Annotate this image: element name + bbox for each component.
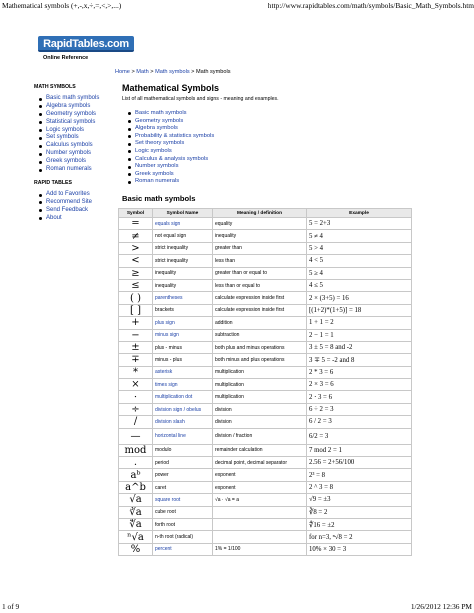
- table-row: [119, 279, 412, 291]
- symbol-name-cell[interactable]: asterisk: [153, 366, 213, 378]
- example-cell: 3 ± 5 = 8 and -2: [307, 341, 412, 353]
- example-cell: 6 ÷ 2 = 3: [307, 403, 412, 415]
- symbol-cell: ⁿ√a: [119, 531, 153, 543]
- breadcrumb-home[interactable]: Home: [115, 69, 130, 75]
- table-row: [119, 494, 412, 506]
- toc-item[interactable]: Logic symbols: [128, 148, 412, 156]
- header-symbol-name: Symbol Name: [153, 209, 213, 218]
- meaning-cell: both minus and plus operations: [213, 354, 307, 366]
- table-row: [119, 506, 412, 518]
- meaning-cell: greater than: [213, 242, 307, 254]
- sidebar-item[interactable]: Calculus symbols: [38, 142, 114, 150]
- example-cell: for n=3, ⁿ√8 = 2: [307, 531, 412, 543]
- example-cell: 3 ∓ 5 = -2 and 8: [307, 354, 412, 366]
- symbol-cell: ≠: [119, 230, 153, 242]
- meaning-cell: division: [213, 403, 307, 415]
- meaning-cell: exponent: [213, 481, 307, 493]
- table-row: [119, 403, 412, 415]
- meaning-cell: addition: [213, 317, 307, 329]
- symbol-cell: .: [119, 457, 153, 469]
- symbol-name-cell: period: [153, 457, 213, 469]
- example-cell: 6/2 = 3: [307, 428, 412, 444]
- table-row: [119, 329, 412, 341]
- toc-item[interactable]: Geometry symbols: [128, 118, 412, 126]
- table-row: [119, 416, 412, 428]
- sidebar-item[interactable]: Recommend Site: [38, 199, 114, 207]
- table-row: [119, 391, 412, 403]
- toc-item[interactable]: Basic math symbols: [128, 110, 412, 118]
- header-symbol: Symbol: [119, 209, 153, 218]
- table-row: [119, 341, 412, 353]
- symbol-name-cell[interactable]: equals sign: [153, 218, 213, 230]
- symbol-cell: ≤: [119, 279, 153, 291]
- symbol-name-cell[interactable]: parentheses: [153, 292, 213, 304]
- toc-item[interactable]: Number symbols: [128, 163, 412, 171]
- symbol-name-cell: caret: [153, 481, 213, 493]
- section-title: Basic math symbols: [122, 193, 196, 203]
- sidebar: [34, 84, 114, 228]
- example-cell: 2.56 = 2+56/100: [307, 457, 412, 469]
- header-example: Example: [307, 209, 412, 218]
- symbol-name-cell[interactable]: square root: [153, 494, 213, 506]
- symbol-name-cell[interactable]: percent: [153, 543, 213, 555]
- symbol-name-cell: n-th root (radical): [153, 531, 213, 543]
- meaning-cell: exponent: [213, 469, 307, 481]
- table-row: [119, 444, 412, 456]
- table-row: [119, 481, 412, 493]
- symbol-cell: [ ]: [119, 304, 153, 316]
- symbol-name-cell: cube root: [153, 506, 213, 518]
- symbol-name-cell: modulo: [153, 444, 213, 456]
- breadcrumb-math[interactable]: Math: [136, 69, 149, 75]
- toc-item[interactable]: Set theory symbols: [128, 140, 412, 148]
- sidebar-item[interactable]: Set symbols: [38, 134, 114, 142]
- sidebar-item[interactable]: Geometry symbols: [38, 111, 114, 119]
- meaning-cell: multiplication: [213, 366, 307, 378]
- meaning-cell: less than or equal to: [213, 279, 307, 291]
- table-row: [119, 354, 412, 366]
- breadcrumb-current: Math symbols: [196, 69, 231, 75]
- meaning-cell: less than: [213, 255, 307, 267]
- symbol-cell: ∓: [119, 354, 153, 366]
- sidebar-item[interactable]: Logic symbols: [38, 127, 114, 135]
- site-logo-subtitle: Online Reference: [43, 55, 89, 61]
- breadcrumb: [115, 69, 231, 75]
- table-row: [119, 531, 412, 543]
- table-row: [119, 469, 412, 481]
- example-cell: 6 / 2 = 3: [307, 416, 412, 428]
- table-row: [119, 366, 412, 378]
- table-body: [119, 218, 412, 556]
- meaning-cell: equality: [213, 218, 307, 230]
- symbol-name-cell: not equal sign: [153, 230, 213, 242]
- table-row: [119, 267, 412, 279]
- table-row: [119, 230, 412, 242]
- toc-item[interactable]: Calculus & analysis symbols: [128, 156, 412, 164]
- symbol-cell: ±: [119, 341, 153, 353]
- sidebar-item[interactable]: Number symbols: [38, 150, 114, 158]
- example-cell: 5 ≥ 4: [307, 267, 412, 279]
- example-cell: 2 * 3 = 6: [307, 366, 412, 378]
- symbol-name-cell: forth root: [153, 518, 213, 530]
- table-row: [119, 255, 412, 267]
- symbols-table: [118, 208, 412, 556]
- toc-item[interactable]: Roman numerals: [128, 178, 412, 186]
- example-cell: 10% × 30 = 3: [307, 543, 412, 555]
- meaning-cell: calculate expression inside first: [213, 304, 307, 316]
- symbol-name-cell: power: [153, 469, 213, 481]
- symbol-cell: +: [119, 317, 153, 329]
- site-logo[interactable]: RapidTables.com: [38, 36, 134, 52]
- symbol-cell: ⋅: [119, 391, 153, 403]
- symbol-cell: mod: [119, 444, 153, 456]
- sidebar-math-list: [34, 95, 114, 174]
- sidebar-item[interactable]: Add to Favorites: [38, 191, 114, 199]
- symbol-cell: −: [119, 329, 153, 341]
- table-row: [119, 518, 412, 530]
- table-row: [119, 242, 412, 254]
- example-cell: 2 × 3 = 6: [307, 379, 412, 391]
- example-cell: 2 × (3+5) = 16: [307, 292, 412, 304]
- table-row: [119, 379, 412, 391]
- meaning-cell: [213, 518, 307, 530]
- page-intro: List of all mathematical symbols and signs - meaning and examples.: [122, 96, 279, 102]
- example-cell: 2³ = 8: [307, 469, 412, 481]
- table-row: [119, 317, 412, 329]
- example-cell: [(1+2)*(1+5)] = 18: [307, 304, 412, 316]
- breadcrumb-sep: >: [148, 69, 156, 75]
- sidebar-item[interactable]: Basic math symbols: [38, 95, 114, 103]
- sidebar-item[interactable]: Greek symbols: [38, 158, 114, 166]
- example-cell: 2 − 1 = 1: [307, 329, 412, 341]
- meaning-cell: √a · √a = a: [213, 494, 307, 506]
- example-cell: √9 = ±3: [307, 494, 412, 506]
- toc-item[interactable]: Algebra symbols: [128, 125, 412, 133]
- example-cell: 7 mod 2 = 1: [307, 444, 412, 456]
- main-content: [122, 83, 412, 206]
- example-cell: 1 + 1 = 2: [307, 317, 412, 329]
- symbol-cell: ≥: [119, 267, 153, 279]
- toc-item[interactable]: Greek symbols: [128, 171, 412, 179]
- meaning-cell: calculate expression inside first: [213, 292, 307, 304]
- symbol-name-cell: strict inequality: [153, 242, 213, 254]
- meaning-cell: inequality: [213, 230, 307, 242]
- breadcrumb-math-symbols[interactable]: Math symbols: [155, 69, 190, 75]
- symbol-name-cell[interactable]: times sign: [153, 379, 213, 391]
- symbol-name-cell: brackets: [153, 304, 213, 316]
- symbol-name-cell: strict inequality: [153, 255, 213, 267]
- sidebar-item[interactable]: About: [38, 215, 114, 223]
- symbol-cell: ∜a: [119, 518, 153, 530]
- example-cell: 2 ⋅ 3 = 6: [307, 391, 412, 403]
- sidebar-item[interactable]: Statistical symbols: [38, 119, 114, 127]
- symbol-name-cell[interactable]: plus sign: [153, 317, 213, 329]
- table-row: [119, 292, 412, 304]
- breadcrumb-sep: >: [189, 69, 196, 75]
- meaning-cell: both plus and minus operations: [213, 341, 307, 353]
- table-header-row: [119, 209, 412, 218]
- symbol-cell: ÷: [119, 403, 153, 415]
- meaning-cell: decimal point, decimal separator: [213, 457, 307, 469]
- example-cell: 4 ≤ 5: [307, 279, 412, 291]
- symbol-cell: √a: [119, 494, 153, 506]
- print-header: [0, 0, 474, 12]
- symbol-name-cell[interactable]: division slash: [153, 416, 213, 428]
- symbol-cell: >: [119, 242, 153, 254]
- symbol-cell: aᵇ: [119, 469, 153, 481]
- symbol-cell: ( ): [119, 292, 153, 304]
- example-cell: 4 < 5: [307, 255, 412, 267]
- meaning-cell: multiplication: [213, 391, 307, 403]
- table-row: [119, 543, 412, 555]
- meaning-cell: multiplication: [213, 379, 307, 391]
- toc-item[interactable]: Probability & statistics symbols: [128, 133, 412, 141]
- sidebar-tables-list: [34, 191, 114, 223]
- example-cell: ∛8 = 2: [307, 506, 412, 518]
- symbol-name-cell[interactable]: horizontal line: [153, 428, 213, 444]
- symbol-cell: —: [119, 428, 153, 444]
- table-row: [119, 304, 412, 316]
- symbol-cell: /: [119, 416, 153, 428]
- symbol-name-cell: inequality: [153, 279, 213, 291]
- symbol-cell: ∛a: [119, 506, 153, 518]
- symbol-name-cell[interactable]: minus sign: [153, 329, 213, 341]
- meaning-cell: division: [213, 416, 307, 428]
- meaning-cell: subtraction: [213, 329, 307, 341]
- sidebar-item[interactable]: Send Feedback: [38, 207, 114, 215]
- toc-list: [122, 110, 412, 186]
- header-meaning: Meaning / definition: [213, 209, 307, 218]
- table-row: [119, 428, 412, 444]
- page-counter: 1 of 9: [2, 602, 20, 611]
- meaning-cell: [213, 531, 307, 543]
- breadcrumb-sep: >: [129, 69, 137, 75]
- meaning-cell: division / fraction: [213, 428, 307, 444]
- meaning-cell: remainder calculation: [213, 444, 307, 456]
- table-row: [119, 457, 412, 469]
- table-row: [119, 218, 412, 230]
- example-cell: 5 = 2+3: [307, 218, 412, 230]
- example-cell: 5 ≠ 4: [307, 230, 412, 242]
- symbol-cell: =: [119, 218, 153, 230]
- symbol-name-cell: plus - minus: [153, 341, 213, 353]
- page-title: Mathematical Symbols: [122, 83, 220, 93]
- print-header-url: http://www.rapidtables.com/math/symbols/Basic_Math_Symbols.htm: [267, 1, 474, 10]
- meaning-cell: [213, 506, 307, 518]
- symbol-cell: ×: [119, 379, 153, 391]
- meaning-cell: 1% = 1/100: [213, 543, 307, 555]
- print-header-title: Mathematical symbols (+,-,x,÷,=,<,>,...): [2, 1, 122, 10]
- sidebar-item[interactable]: Roman numerals: [38, 166, 114, 174]
- symbol-name-cell[interactable]: division sign / obelus: [153, 403, 213, 415]
- sidebar-item[interactable]: Algebra symbols: [38, 103, 114, 111]
- example-cell: 5 > 4: [307, 242, 412, 254]
- sidebar-math-heading: MATH SYMBOLS: [34, 84, 76, 90]
- print-footer: [0, 601, 474, 613]
- symbol-name-cell: minus - plus: [153, 354, 213, 366]
- example-cell: ∜16 = ±2: [307, 518, 412, 530]
- symbol-name-cell[interactable]: multiplication dot: [153, 391, 213, 403]
- symbol-cell: %: [119, 543, 153, 555]
- symbol-cell: <: [119, 255, 153, 267]
- print-timestamp: 1/26/2012 12:36 PM: [410, 602, 472, 611]
- example-cell: 2 ^ 3 = 8: [307, 481, 412, 493]
- sidebar-tables-heading: RAPID TABLES: [34, 179, 72, 186]
- meaning-cell: greater than or equal to: [213, 267, 307, 279]
- symbol-cell: a^b: [119, 481, 153, 493]
- symbol-name-cell: inequality: [153, 267, 213, 279]
- symbol-cell: *: [119, 366, 153, 378]
